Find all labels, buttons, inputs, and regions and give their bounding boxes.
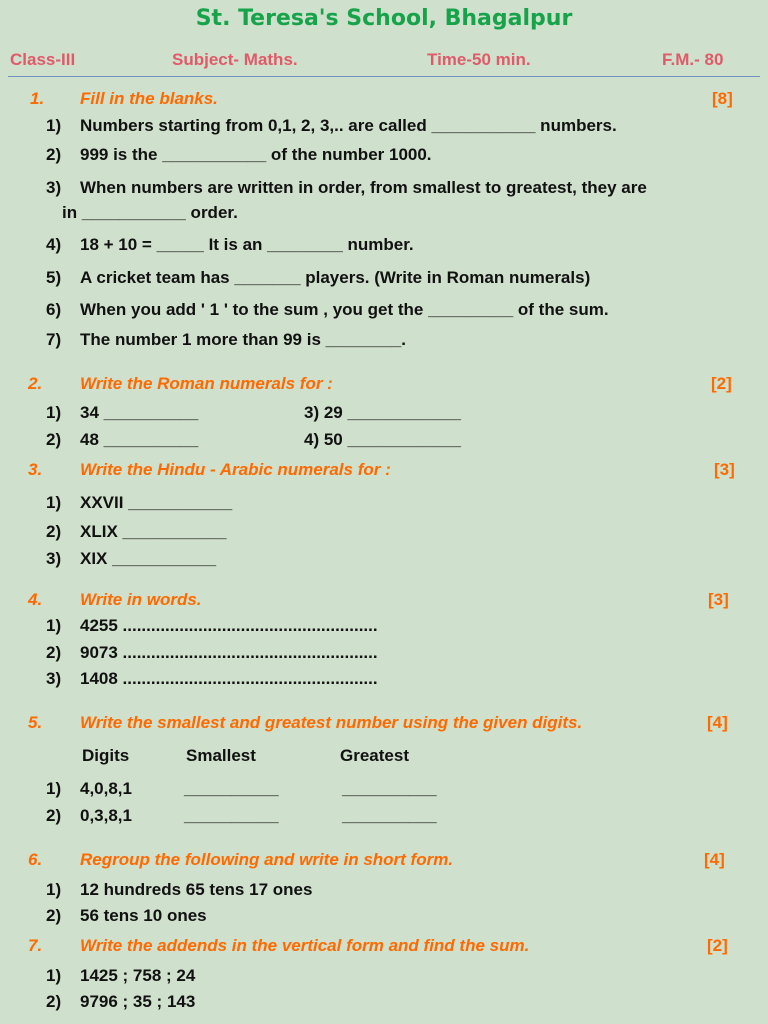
q3-item-number: 2) xyxy=(46,522,62,541)
q3-item: XIX ___________ xyxy=(80,549,217,568)
q2-item: 3) 29 ____________ xyxy=(304,403,461,422)
q2-title: Write the Roman numerals for : xyxy=(80,374,333,393)
q6-item-number: 1) xyxy=(46,880,62,899)
q4-item-number: 2) xyxy=(46,643,62,662)
q1-item-number: 1) xyxy=(46,116,62,135)
q5-digits: 4,0,8,1 xyxy=(80,779,132,798)
q1-item-number: 2) xyxy=(46,145,62,164)
q1-item-number: 3) xyxy=(46,178,62,197)
q5-greatest-blank: __________ xyxy=(342,779,437,798)
q3-marks: [3] xyxy=(714,460,735,479)
header-divider xyxy=(8,76,760,77)
greatest-header: Greatest xyxy=(340,746,409,765)
q2-item-number: 2) xyxy=(46,430,62,449)
q6-item-number: 2) xyxy=(46,906,62,925)
q5-digits: 0,3,8,1 xyxy=(80,806,132,825)
q1-item: When numbers are written in order, from smallest to greatest, they are xyxy=(80,178,647,197)
q3-title: Write the Hindu - Arabic numerals for : xyxy=(80,460,391,479)
full-marks-label: F.M.- 80 xyxy=(662,50,724,69)
q4-item-number: 1) xyxy=(46,616,62,635)
q4-title: Write in words. xyxy=(80,590,202,609)
q6-marks: [4] xyxy=(704,850,725,869)
q1-item: 999 is the ___________ of the number 1000. xyxy=(80,145,432,164)
q4-item: 4255 ...................................................... xyxy=(80,616,378,635)
q7-number: 7. xyxy=(28,936,43,955)
q5-smallest-blank: __________ xyxy=(184,779,279,798)
q1-item-number: 6) xyxy=(46,300,62,319)
q4-item-number: 3) xyxy=(46,669,62,688)
q1-item: When you add ' 1 ' to the sum , you get the _________ of the sum. xyxy=(80,300,609,319)
time-label: Time-50 min. xyxy=(427,50,531,69)
q2-item: 4) 50 ____________ xyxy=(304,430,461,449)
q1-item-number: 4) xyxy=(46,235,62,254)
digits-header: Digits xyxy=(82,746,130,765)
q6-number: 6. xyxy=(28,850,43,869)
school-name: St. Teresa's School, Bhagalpur xyxy=(195,6,573,31)
q1-item: Numbers starting from 0,1, 2, 3,.. are called ___________ numbers. xyxy=(80,116,617,135)
q4-marks: [3] xyxy=(708,590,729,609)
q1-item-number: 7) xyxy=(46,330,62,349)
q2-item: 34 __________ xyxy=(80,403,199,422)
q7-item: 1425 ; 758 ; 24 xyxy=(80,966,196,985)
q6-title: Regroup the following and write in short form. xyxy=(80,850,454,869)
q3-item-number: 3) xyxy=(46,549,62,568)
q7-title: Write the addends in the vertical form and find the sum. xyxy=(80,936,530,955)
q6-item: 12 hundreds 65 tens 17 ones xyxy=(80,880,313,899)
q5-row-number: 1) xyxy=(46,779,62,798)
q3-item-number: 1) xyxy=(46,493,62,512)
q1-title: Fill in the blanks. xyxy=(80,89,218,108)
q5-number: 5. xyxy=(28,713,43,732)
q5-smallest-blank: __________ xyxy=(184,806,279,825)
smallest-header: Smallest xyxy=(186,746,256,765)
q1-number: 1. xyxy=(30,89,45,108)
q4-item: 9073 ...................................................... xyxy=(80,643,378,662)
q7-item-number: 2) xyxy=(46,992,62,1011)
q3-number: 3. xyxy=(28,460,43,479)
q7-item-number: 1) xyxy=(46,966,62,985)
q1-item-continuation: in ___________ order. xyxy=(62,203,238,222)
q1-item: 18 + 10 = _____ It is an ________ number. xyxy=(80,235,414,254)
q5-marks: [4] xyxy=(707,713,728,732)
q5-title: Write the smallest and greatest number using the given digits. xyxy=(80,713,583,732)
q6-item: 56 tens 10 ones xyxy=(80,906,207,925)
class-label: Class-III xyxy=(10,50,76,69)
q2-item: 48 __________ xyxy=(80,430,199,449)
q4-number: 4. xyxy=(28,590,43,609)
q7-marks: [2] xyxy=(707,936,728,955)
q3-item: XXVII ___________ xyxy=(80,493,233,512)
subject-label: Subject- Maths. xyxy=(172,50,298,69)
q2-marks: [2] xyxy=(711,374,732,393)
q4-item: 1408 ...................................................... xyxy=(80,669,378,688)
q2-item-number: 1) xyxy=(46,403,62,422)
q2-number: 2. xyxy=(28,374,43,393)
q1-item: The number 1 more than 99 is ________. xyxy=(80,330,406,349)
q5-row-number: 2) xyxy=(46,806,62,825)
q1-marks: [8] xyxy=(712,89,733,108)
q3-item: XLIX ___________ xyxy=(80,522,227,541)
q5-greatest-blank: __________ xyxy=(342,806,437,825)
q7-item: 9796 ; 35 ; 143 xyxy=(80,992,196,1011)
q1-item: A cricket team has _______ players. (Write in Roman numerals) xyxy=(80,268,591,287)
q1-item-number: 5) xyxy=(46,268,62,287)
